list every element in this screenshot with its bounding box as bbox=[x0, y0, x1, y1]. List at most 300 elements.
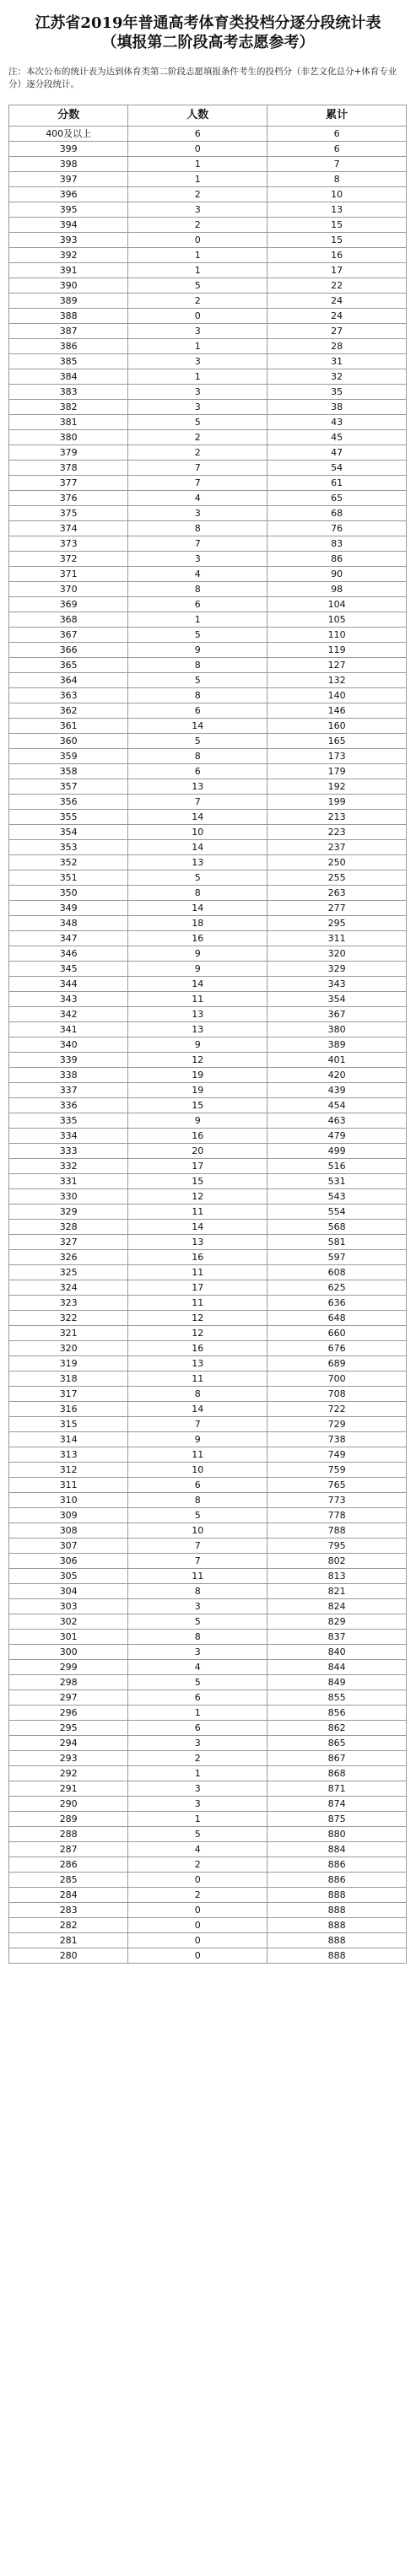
cell-count: 8 bbox=[128, 1584, 267, 1599]
cell-cumulative: 581 bbox=[267, 1235, 407, 1250]
cell-score: 314 bbox=[9, 1432, 128, 1447]
cell-count: 1 bbox=[128, 339, 267, 354]
cell-count: 5 bbox=[128, 1827, 267, 1842]
cell-cumulative: 648 bbox=[267, 1311, 407, 1326]
cell-score: 393 bbox=[9, 233, 128, 248]
cell-cumulative: 708 bbox=[267, 1387, 407, 1402]
table-row bbox=[9, 1797, 407, 1812]
cell-count: 13 bbox=[128, 1022, 267, 1037]
table-row bbox=[9, 202, 407, 218]
cell-score: 300 bbox=[9, 1645, 128, 1660]
cell-count: 1 bbox=[128, 263, 267, 278]
cell-cumulative: 886 bbox=[267, 1857, 407, 1873]
cell-count: 7 bbox=[128, 461, 267, 476]
cell-score: 308 bbox=[9, 1523, 128, 1539]
table-row bbox=[9, 1129, 407, 1144]
table-row bbox=[9, 521, 407, 536]
cell-cumulative: 8 bbox=[267, 172, 407, 187]
cell-cumulative: 759 bbox=[267, 1463, 407, 1478]
cell-score: 378 bbox=[9, 461, 128, 476]
cell-cumulative: 45 bbox=[267, 430, 407, 445]
cell-score: 325 bbox=[9, 1265, 128, 1280]
cell-score: 295 bbox=[9, 1721, 128, 1736]
cell-cumulative: 61 bbox=[267, 476, 407, 491]
cell-cumulative: 880 bbox=[267, 1827, 407, 1842]
cell-count: 4 bbox=[128, 1660, 267, 1675]
cell-count: 3 bbox=[128, 552, 267, 567]
cell-score: 379 bbox=[9, 445, 128, 461]
cell-cumulative: 140 bbox=[267, 688, 407, 703]
cell-score: 376 bbox=[9, 491, 128, 506]
cell-count: 5 bbox=[128, 1614, 267, 1630]
table-row bbox=[9, 430, 407, 445]
table-row bbox=[9, 1372, 407, 1387]
cell-cumulative: 888 bbox=[267, 1903, 407, 1918]
table-row bbox=[9, 870, 407, 886]
table-row bbox=[9, 1250, 407, 1265]
cell-cumulative: 499 bbox=[267, 1144, 407, 1159]
table-row bbox=[9, 597, 407, 612]
cell-count: 10 bbox=[128, 825, 267, 840]
cell-score: 368 bbox=[9, 612, 128, 628]
cell-count: 16 bbox=[128, 1250, 267, 1265]
cell-cumulative: 16 bbox=[267, 248, 407, 263]
cell-count: 7 bbox=[128, 476, 267, 491]
table-row bbox=[9, 248, 407, 263]
cell-score: 358 bbox=[9, 764, 128, 779]
cell-score: 389 bbox=[9, 294, 128, 309]
cell-score: 288 bbox=[9, 1827, 128, 1842]
cell-count: 8 bbox=[128, 1493, 267, 1508]
table-row bbox=[9, 764, 407, 779]
cell-cumulative: 104 bbox=[267, 597, 407, 612]
cell-score: 335 bbox=[9, 1113, 128, 1129]
cell-count: 8 bbox=[128, 886, 267, 901]
table-row bbox=[9, 1493, 407, 1508]
cell-cumulative: 250 bbox=[267, 855, 407, 870]
table-row bbox=[9, 1083, 407, 1098]
cell-cumulative: 749 bbox=[267, 1447, 407, 1463]
cell-cumulative: 888 bbox=[267, 1948, 407, 1964]
cell-count: 3 bbox=[128, 385, 267, 400]
cell-cumulative: 884 bbox=[267, 1842, 407, 1857]
cell-score: 323 bbox=[9, 1296, 128, 1311]
cell-count: 0 bbox=[128, 1873, 267, 1888]
cell-score: 296 bbox=[9, 1706, 128, 1721]
cell-score: 327 bbox=[9, 1235, 128, 1250]
table-row bbox=[9, 1478, 407, 1493]
cell-score: 331 bbox=[9, 1174, 128, 1189]
cell-score: 394 bbox=[9, 218, 128, 233]
table-row bbox=[9, 339, 407, 354]
cell-count: 6 bbox=[128, 597, 267, 612]
table-row bbox=[9, 552, 407, 567]
cell-cumulative: 98 bbox=[267, 582, 407, 597]
cell-count: 4 bbox=[128, 567, 267, 582]
cell-cumulative: 636 bbox=[267, 1296, 407, 1311]
table-row bbox=[9, 324, 407, 339]
cell-count: 13 bbox=[128, 1356, 267, 1372]
cell-score: 328 bbox=[9, 1220, 128, 1235]
cell-cumulative: 802 bbox=[267, 1554, 407, 1569]
cell-cumulative: 24 bbox=[267, 309, 407, 324]
cell-score: 384 bbox=[9, 369, 128, 385]
cell-cumulative: 868 bbox=[267, 1766, 407, 1781]
cell-score: 396 bbox=[9, 187, 128, 202]
score-distribution-table bbox=[8, 105, 407, 1964]
cell-score: 322 bbox=[9, 1311, 128, 1326]
table-row bbox=[9, 415, 407, 430]
cell-count: 1 bbox=[128, 157, 267, 172]
cell-count: 2 bbox=[128, 1888, 267, 1903]
cell-score: 343 bbox=[9, 992, 128, 1007]
cell-count: 9 bbox=[128, 1037, 267, 1053]
cell-cumulative: 778 bbox=[267, 1508, 407, 1523]
cell-cumulative: 888 bbox=[267, 1918, 407, 1933]
table-row bbox=[9, 946, 407, 962]
cell-cumulative: 568 bbox=[267, 1220, 407, 1235]
cell-score: 345 bbox=[9, 962, 128, 977]
cell-score: 338 bbox=[9, 1068, 128, 1083]
cell-score: 289 bbox=[9, 1812, 128, 1827]
cell-cumulative: 90 bbox=[267, 567, 407, 582]
table-row bbox=[9, 992, 407, 1007]
table-row bbox=[9, 1007, 407, 1022]
cell-cumulative: 31 bbox=[267, 354, 407, 369]
cell-count: 12 bbox=[128, 1311, 267, 1326]
table-row bbox=[9, 795, 407, 810]
table-row bbox=[9, 1903, 407, 1918]
cell-score: 351 bbox=[9, 870, 128, 886]
table-row bbox=[9, 582, 407, 597]
cell-score: 366 bbox=[9, 643, 128, 658]
cell-count: 1 bbox=[128, 172, 267, 187]
table-row bbox=[9, 127, 407, 142]
cell-cumulative: 463 bbox=[267, 1113, 407, 1129]
cell-count: 6 bbox=[128, 1690, 267, 1706]
table-row bbox=[9, 1523, 407, 1539]
cell-score: 312 bbox=[9, 1463, 128, 1478]
table-row bbox=[9, 1569, 407, 1584]
cell-count: 8 bbox=[128, 658, 267, 673]
table-row bbox=[9, 612, 407, 628]
title-line-2: （填报第二阶段高考志愿参考） bbox=[101, 34, 315, 51]
cell-count: 13 bbox=[128, 855, 267, 870]
table-row bbox=[9, 855, 407, 870]
cell-count: 7 bbox=[128, 795, 267, 810]
cell-score: 399 bbox=[9, 142, 128, 157]
cell-cumulative: 543 bbox=[267, 1189, 407, 1204]
cell-cumulative: 354 bbox=[267, 992, 407, 1007]
cell-cumulative: 729 bbox=[267, 1417, 407, 1432]
table-row bbox=[9, 977, 407, 992]
cell-count: 3 bbox=[128, 1599, 267, 1614]
cell-score: 318 bbox=[9, 1372, 128, 1387]
cell-count: 0 bbox=[128, 1918, 267, 1933]
cell-cumulative: 119 bbox=[267, 643, 407, 658]
cell-score: 317 bbox=[9, 1387, 128, 1402]
table-row bbox=[9, 294, 407, 309]
table-row bbox=[9, 218, 407, 233]
cell-count: 1 bbox=[128, 1706, 267, 1721]
cell-count: 5 bbox=[128, 415, 267, 430]
cell-count: 3 bbox=[128, 1781, 267, 1797]
cell-score: 303 bbox=[9, 1599, 128, 1614]
cell-score: 348 bbox=[9, 916, 128, 931]
cell-cumulative: 855 bbox=[267, 1690, 407, 1706]
cell-score: 310 bbox=[9, 1493, 128, 1508]
table-row bbox=[9, 142, 407, 157]
cell-cumulative: 856 bbox=[267, 1706, 407, 1721]
table-row bbox=[9, 1159, 407, 1174]
cell-cumulative: 676 bbox=[267, 1341, 407, 1356]
cell-cumulative: 479 bbox=[267, 1129, 407, 1144]
table-row bbox=[9, 1660, 407, 1675]
cell-count: 17 bbox=[128, 1280, 267, 1296]
cell-cumulative: 871 bbox=[267, 1781, 407, 1797]
cell-score: 385 bbox=[9, 354, 128, 369]
table-row bbox=[9, 1402, 407, 1417]
cell-cumulative: 43 bbox=[267, 415, 407, 430]
table-row bbox=[9, 1857, 407, 1873]
cell-count: 14 bbox=[128, 1220, 267, 1235]
cell-score: 333 bbox=[9, 1144, 128, 1159]
cell-score: 297 bbox=[9, 1690, 128, 1706]
cell-count: 1 bbox=[128, 248, 267, 263]
cell-count: 5 bbox=[128, 1675, 267, 1690]
table-row bbox=[9, 688, 407, 703]
cell-score: 320 bbox=[9, 1341, 128, 1356]
cell-score: 280 bbox=[9, 1948, 128, 1964]
cell-score: 340 bbox=[9, 1037, 128, 1053]
cell-score: 324 bbox=[9, 1280, 128, 1296]
cell-score: 369 bbox=[9, 597, 128, 612]
cell-count: 13 bbox=[128, 779, 267, 795]
cell-cumulative: 420 bbox=[267, 1068, 407, 1083]
cell-score: 319 bbox=[9, 1356, 128, 1372]
cell-score: 359 bbox=[9, 749, 128, 764]
cell-cumulative: 213 bbox=[267, 810, 407, 825]
cell-count: 2 bbox=[128, 294, 267, 309]
cell-cumulative: 15 bbox=[267, 233, 407, 248]
cell-cumulative: 83 bbox=[267, 536, 407, 552]
cell-score: 311 bbox=[9, 1478, 128, 1493]
cell-cumulative: 165 bbox=[267, 734, 407, 749]
table-row bbox=[9, 886, 407, 901]
cell-count: 0 bbox=[128, 233, 267, 248]
cell-score: 367 bbox=[9, 628, 128, 643]
table-row bbox=[9, 157, 407, 172]
cell-cumulative: 367 bbox=[267, 1007, 407, 1022]
cell-count: 7 bbox=[128, 536, 267, 552]
table-row bbox=[9, 278, 407, 294]
table-row bbox=[9, 1766, 407, 1781]
cell-score: 313 bbox=[9, 1447, 128, 1463]
cell-cumulative: 6 bbox=[267, 142, 407, 157]
cell-count: 9 bbox=[128, 643, 267, 658]
cell-count: 3 bbox=[128, 202, 267, 218]
cell-score: 316 bbox=[9, 1402, 128, 1417]
cell-cumulative: 821 bbox=[267, 1584, 407, 1599]
cell-count: 3 bbox=[128, 1736, 267, 1751]
table-row bbox=[9, 1706, 407, 1721]
table-row bbox=[9, 673, 407, 688]
cell-count: 5 bbox=[128, 870, 267, 886]
cell-score: 281 bbox=[9, 1933, 128, 1948]
cell-cumulative: 179 bbox=[267, 764, 407, 779]
cell-count: 0 bbox=[128, 142, 267, 157]
cell-count: 10 bbox=[128, 1523, 267, 1539]
cell-score: 298 bbox=[9, 1675, 128, 1690]
cell-score: 363 bbox=[9, 688, 128, 703]
cell-cumulative: 35 bbox=[267, 385, 407, 400]
cell-score: 332 bbox=[9, 1159, 128, 1174]
cell-score: 375 bbox=[9, 506, 128, 521]
cell-cumulative: 773 bbox=[267, 1493, 407, 1508]
cell-score: 346 bbox=[9, 946, 128, 962]
cell-count: 14 bbox=[128, 840, 267, 855]
cell-count: 8 bbox=[128, 582, 267, 597]
cell-score: 372 bbox=[9, 552, 128, 567]
cell-count: 0 bbox=[128, 309, 267, 324]
cell-cumulative: 17 bbox=[267, 263, 407, 278]
cell-score: 305 bbox=[9, 1569, 128, 1584]
cell-score: 285 bbox=[9, 1873, 128, 1888]
cell-cumulative: 439 bbox=[267, 1083, 407, 1098]
table-row bbox=[9, 1630, 407, 1645]
table-row bbox=[9, 400, 407, 415]
cell-cumulative: 840 bbox=[267, 1645, 407, 1660]
cell-score: 299 bbox=[9, 1660, 128, 1675]
cell-score: 290 bbox=[9, 1797, 128, 1812]
cell-cumulative: 454 bbox=[267, 1098, 407, 1113]
table-row bbox=[9, 1326, 407, 1341]
table-row bbox=[9, 1690, 407, 1706]
table-row bbox=[9, 703, 407, 719]
cell-score: 390 bbox=[9, 278, 128, 294]
cell-count: 7 bbox=[128, 1539, 267, 1554]
table-row bbox=[9, 1918, 407, 1933]
cell-cumulative: 105 bbox=[267, 612, 407, 628]
cell-score: 307 bbox=[9, 1539, 128, 1554]
cell-score: 355 bbox=[9, 810, 128, 825]
cell-count: 5 bbox=[128, 278, 267, 294]
cell-score: 334 bbox=[9, 1129, 128, 1144]
table-row bbox=[9, 172, 407, 187]
cell-cumulative: 295 bbox=[267, 916, 407, 931]
cell-count: 6 bbox=[128, 764, 267, 779]
table-row bbox=[9, 1599, 407, 1614]
cell-cumulative: 15 bbox=[267, 218, 407, 233]
cell-count: 2 bbox=[128, 218, 267, 233]
table-row bbox=[9, 1220, 407, 1235]
cell-cumulative: 28 bbox=[267, 339, 407, 354]
cell-count: 3 bbox=[128, 506, 267, 521]
cell-cumulative: 862 bbox=[267, 1721, 407, 1736]
cell-count: 0 bbox=[128, 1948, 267, 1964]
cell-score: 392 bbox=[9, 248, 128, 263]
cell-score: 302 bbox=[9, 1614, 128, 1630]
table-row bbox=[9, 1721, 407, 1736]
cell-score: 360 bbox=[9, 734, 128, 749]
cell-cumulative: 311 bbox=[267, 931, 407, 946]
cell-count: 5 bbox=[128, 1508, 267, 1523]
cell-cumulative: 886 bbox=[267, 1873, 407, 1888]
cell-cumulative: 22 bbox=[267, 278, 407, 294]
cell-cumulative: 173 bbox=[267, 749, 407, 764]
cell-cumulative: 788 bbox=[267, 1523, 407, 1539]
table-row bbox=[9, 1751, 407, 1766]
cell-cumulative: 516 bbox=[267, 1159, 407, 1174]
cell-count: 0 bbox=[128, 1903, 267, 1918]
cell-count: 11 bbox=[128, 1265, 267, 1280]
cell-cumulative: 660 bbox=[267, 1326, 407, 1341]
table-row bbox=[9, 810, 407, 825]
cell-cumulative: 401 bbox=[267, 1053, 407, 1068]
cell-cumulative: 199 bbox=[267, 795, 407, 810]
table-row bbox=[9, 461, 407, 476]
cell-score: 326 bbox=[9, 1250, 128, 1265]
cell-score: 357 bbox=[9, 779, 128, 795]
cell-count: 13 bbox=[128, 1007, 267, 1022]
cell-score: 400及以上 bbox=[9, 127, 128, 142]
cell-score: 398 bbox=[9, 157, 128, 172]
table-row bbox=[9, 1068, 407, 1083]
cell-cumulative: 738 bbox=[267, 1432, 407, 1447]
cell-count: 14 bbox=[128, 1402, 267, 1417]
table-row bbox=[9, 916, 407, 931]
table-row bbox=[9, 1873, 407, 1888]
cell-count: 3 bbox=[128, 324, 267, 339]
cell-score: 287 bbox=[9, 1842, 128, 1857]
cell-cumulative: 47 bbox=[267, 445, 407, 461]
cell-score: 388 bbox=[9, 309, 128, 324]
table-row bbox=[9, 779, 407, 795]
table-row bbox=[9, 369, 407, 385]
table-row bbox=[9, 1296, 407, 1311]
cell-score: 337 bbox=[9, 1083, 128, 1098]
cell-cumulative: 875 bbox=[267, 1812, 407, 1827]
cell-cumulative: 813 bbox=[267, 1569, 407, 1584]
cell-cumulative: 24 bbox=[267, 294, 407, 309]
cell-count: 10 bbox=[128, 1463, 267, 1478]
cell-count: 3 bbox=[128, 400, 267, 415]
table-row bbox=[9, 1311, 407, 1326]
cell-score: 370 bbox=[9, 582, 128, 597]
cell-count: 13 bbox=[128, 1235, 267, 1250]
cell-count: 18 bbox=[128, 916, 267, 931]
cell-count: 12 bbox=[128, 1053, 267, 1068]
cell-score: 377 bbox=[9, 476, 128, 491]
cell-score: 387 bbox=[9, 324, 128, 339]
table-row bbox=[9, 1888, 407, 1903]
table-row bbox=[9, 1387, 407, 1402]
cell-cumulative: 867 bbox=[267, 1751, 407, 1766]
cell-score: 293 bbox=[9, 1751, 128, 1766]
cell-cumulative: 13 bbox=[267, 202, 407, 218]
table-row bbox=[9, 309, 407, 324]
cell-count: 11 bbox=[128, 1204, 267, 1220]
cell-cumulative: 689 bbox=[267, 1356, 407, 1372]
cell-count: 2 bbox=[128, 445, 267, 461]
cell-cumulative: 722 bbox=[267, 1402, 407, 1417]
table-row bbox=[9, 1265, 407, 1280]
cell-count: 2 bbox=[128, 1857, 267, 1873]
table-row bbox=[9, 1037, 407, 1053]
cell-count: 6 bbox=[128, 703, 267, 719]
cell-count: 2 bbox=[128, 1751, 267, 1766]
cell-cumulative: 65 bbox=[267, 491, 407, 506]
